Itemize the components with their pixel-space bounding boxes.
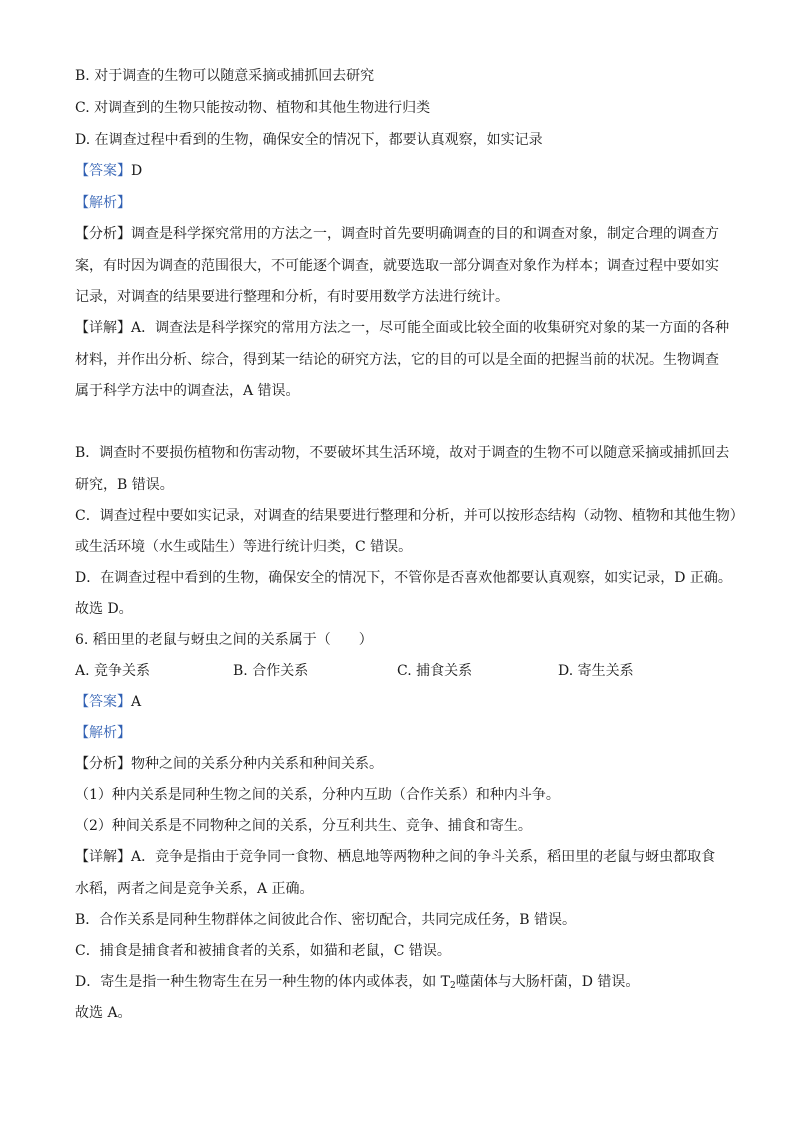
q6-xiangjie-b: B．合作关系是同种生物群体之间彼此合作、密切配合，共同完成任务，B 错误。 [75,912,577,928]
q5-option-d: D. 在调查过程中看到的生物，确保安全的情况下，都要认真观察，如实记录 [75,132,543,148]
q6-fenxi-line-1 [75,755,735,773]
xiangjie-text: A．调查法是科学探究的常用方法之一，尽可能全面或比较全面的收集研究对象的某一方面的各种 [131,320,730,336]
q5-option-c: C. 对调查到的生物只能按动物、植物和其他生物进行归类 [75,100,431,116]
q6-fenxi-line-2: （1）种内关系是同种生物之间的关系，分种内互助（合作关系）和种内斗争。 [75,787,560,803]
q6-xiangjie-c: C．捕食是捕食者和被捕食者的关系，如猫和老鼠，C 错误。 [75,943,451,959]
q5-analysis-tag [75,194,735,212]
xiangjie-d-post: 噬菌体与大肠杆菌，D 错误。 [455,974,640,990]
q5-fenxi-line-1 [75,225,735,243]
answer-value: D [131,163,143,179]
q6-analysis-tag [75,724,735,742]
analysis-tag: 【解析】 [75,725,131,741]
subscript-2: 2 [450,981,456,991]
q5-fenxi-line-2: 案，有时因为调查的范围很大，不可能逐个调查，就要选取一部分调查对象作为样本；调查过程中要如实 [75,258,719,274]
analysis-tag: 【解析】 [75,195,131,211]
q5-conclusion: 故选 D。 [75,601,133,617]
fenxi-text: 调查是科学探究常用的方法之一，调查时首先要明确调查的目的和调查对象，制定合理的调查方 [131,226,719,242]
answer-tag: 【答案】 [75,694,131,710]
q6-xiangjie-a-line-1 [75,848,735,866]
fenxi-tag: 【分析】 [75,226,131,242]
xiangjie-tag: 【详解】 [75,320,131,336]
fenxi-text: 物种之间的关系分种内关系和种间关系。 [131,756,383,772]
q6-stem: 6. 稻田里的老鼠与蚜虫之间的关系属于（ ） [75,632,373,648]
q6-fenxi-line-3: （2）种间关系是不同物种之间的关系，分互利共生、竞争、捕食和寄生。 [75,818,532,834]
answer-tag: 【答案】 [75,163,131,179]
xiangjie-text: A．竞争是指由于竞争同一食物、栖息地等两物种之间的争斗关系，稻田里的老鼠与蚜虫都取食 [131,849,716,865]
q6-option-b: B. 合作关系 [233,663,309,679]
xiangjie-tag: 【详解】 [75,849,131,865]
q5-xiangjie-a-line-3: 属于科学方法中的调查法，A 错误。 [75,383,300,399]
q5-answer [75,162,735,180]
q6-option-d: D. 寄生关系 [558,663,634,679]
xiangjie-d-pre: D．寄生是指一种生物寄生在另一种生物的体内或体表，如 T [75,974,451,990]
q6-answer [75,693,735,711]
q6-conclusion: 故选 A。 [75,1005,132,1021]
q6-xiangjie-d [75,973,735,995]
q5-xiangjie-c-line-2: 或生活环境（水生或陆生）等进行统计归类，C 错误。 [75,539,413,555]
q5-fenxi-line-3: 记录，对调查的结果要进行整理和分析，有时要用数学方法进行统计。 [75,289,509,305]
q5-xiangjie-b-line-2: 研究，B 错误。 [75,477,174,493]
q5-xiangjie-b-line-1: B．调查时不要损伤植物和伤害动物，不要破坏其生活环境，故对于调查的生物不可以随意采摘或捕抓回去 [75,445,730,461]
q5-option-b: B. 对于调查的生物可以随意采摘或捕抓回去研究 [75,68,375,84]
q5-xiangjie-d-line-1: D．在调查过程中看到的生物，确保安全的情况下，不管你是否喜欢他都要认真观察，如实记录，D 正确。 [75,570,732,586]
q6-option-a: A. 竞争关系 [75,663,151,679]
q6-option-c: C. 捕食关系 [397,663,473,679]
fenxi-tag: 【分析】 [75,756,131,772]
q5-xiangjie-a-line-2: 材料，并作出分析、综合，得到某一结论的研究方法，它的目的可以是全面的把握当前的状况。生物调查 [75,352,719,368]
q5-xiangjie-c-line-1: C．调查过程中要如实记录，对调查的结果要进行整理和分析，并可以按形态结构（动物、植物和其他生物） [75,508,744,524]
q5-xiangjie-a-line-1 [75,319,735,337]
q6-xiangjie-a-line-2: 水稻，两者之间是竞争关系，A 正确。 [75,881,314,897]
answer-value: A [131,694,142,710]
